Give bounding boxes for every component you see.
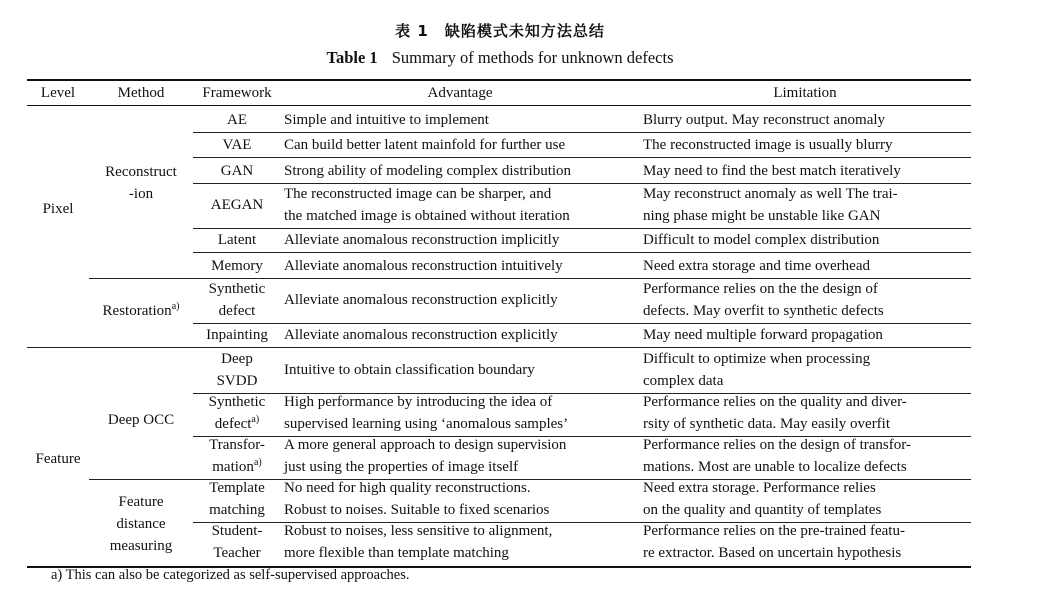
cell-text: Need extra storage. Performance relies [643, 480, 876, 496]
cell-line [193, 229, 281, 251]
cell-line [284, 413, 640, 435]
cell-line [193, 160, 281, 182]
cell-line [193, 391, 281, 413]
limitation-cell [643, 109, 971, 131]
header-limitation: Limitation [773, 85, 837, 101]
cell-line [193, 413, 281, 435]
framework-cell [193, 348, 281, 392]
table-title: Summary of methods for unknown defects [391, 48, 674, 67]
cell-text: Alleviate anomalous reconstruction intuitively [284, 258, 563, 274]
limitation-cell [643, 520, 971, 564]
header-advantage: Advantage [427, 85, 493, 101]
limitation-cell [643, 160, 971, 182]
cell-text: VAE [222, 137, 252, 153]
advantage-cell [284, 520, 640, 564]
cell-text: mations. Most are unable to localize defects [643, 459, 907, 475]
method-feature-distance-line: distance [116, 516, 166, 532]
advantage-cell [284, 109, 640, 131]
cell-line [643, 348, 971, 370]
method-deep-occ: Deep OCC [107, 412, 175, 428]
framework-cell [193, 391, 281, 435]
cell-line [284, 359, 640, 381]
framework-cell [193, 229, 281, 251]
cell-text: A more general approach to design supervision [284, 437, 567, 453]
framework-cell [193, 520, 281, 564]
cell-line [284, 160, 640, 182]
limitation-cell [643, 348, 971, 392]
cell-text: Performance relies on the the design of [643, 281, 878, 297]
cell-text: Performance relies on the design of transfor- [643, 437, 911, 453]
row-separator [193, 132, 971, 133]
cell-text: the matched image is obtained without iteration [284, 208, 570, 224]
cell-line [284, 499, 640, 521]
method-restoration [89, 300, 193, 322]
cell-text: Student- [211, 523, 263, 539]
cell-text: May reconstruct anomaly as well The trai- [643, 186, 898, 202]
advantage-cell [284, 255, 640, 277]
advantage-cell [284, 134, 640, 156]
advantage-cell [284, 229, 640, 251]
cell-text: matching [209, 502, 265, 518]
limitation-cell [643, 278, 971, 322]
cell-line [284, 109, 640, 131]
cell-line [193, 477, 281, 499]
cell-line [643, 278, 971, 300]
cell-line [284, 477, 640, 499]
table-caption-chinese: 表 1 缺陷模式未知方法总结 [395, 22, 605, 40]
cell-line [193, 542, 281, 564]
cell-text: more flexible than template matching [284, 545, 509, 561]
header-framework: Framework [202, 85, 272, 101]
method-reconstruction [89, 161, 193, 205]
limitation-cell [643, 183, 971, 227]
method-restoration-label: Restoration [102, 303, 172, 319]
cell-line [193, 434, 281, 456]
method-feature-distance [89, 491, 193, 557]
limitation-cell [643, 324, 971, 346]
cell-line [193, 324, 281, 346]
cell-text: Teacher [213, 545, 261, 561]
cell-text: Robust to noises. Suitable to fixed scenarios [284, 502, 550, 518]
cell-line [643, 205, 971, 227]
framework-cell [193, 324, 281, 346]
cell-text: Deep [221, 351, 253, 367]
cell-text: supervised learning using ‘anomalous samples’ [284, 416, 569, 432]
advantage-cell [284, 391, 640, 435]
header-rule [27, 105, 971, 106]
cell-line [193, 194, 281, 216]
cell-line [643, 391, 971, 413]
cell-text: mation [212, 459, 254, 475]
cell-text: Need extra storage and time overhead [643, 258, 870, 274]
header-level: Level [40, 85, 76, 101]
cell-line [643, 255, 971, 277]
cell-text: Latent [217, 232, 257, 248]
cell-text: AE [227, 112, 247, 128]
cell-text: May need multiple forward propagation [643, 327, 883, 343]
cell-text: Alleviate anomalous reconstruction implicitly [284, 232, 560, 248]
cell-text: Inpainting [206, 327, 268, 343]
cell-text: Synthetic [208, 281, 266, 297]
cell-text: No need for high quality reconstructions. [284, 480, 531, 496]
cell-line [284, 391, 640, 413]
level-pixel: Pixel [42, 201, 74, 217]
cell-line [643, 434, 971, 456]
cell-line [193, 300, 281, 322]
cell-line [193, 134, 281, 156]
method-feature-distance-line: measuring [109, 538, 173, 554]
header-method: Method [117, 85, 165, 101]
cell-line [193, 456, 281, 478]
cell-line [643, 542, 971, 564]
cell-line [193, 255, 281, 277]
cell-line [643, 134, 971, 156]
cell-line [284, 205, 640, 227]
cell-text: High performance by introducing the idea of [284, 394, 553, 410]
cell-text: rsity of synthetic data. May easily overfit [643, 416, 891, 432]
cell-line [193, 278, 281, 300]
advantage-cell [284, 289, 640, 311]
cell-text: Blurry output. May reconstruct anomaly [643, 112, 886, 128]
level-feature: Feature [35, 451, 81, 467]
framework-cell [193, 255, 281, 277]
cell-text: Alleviate anomalous reconstruction explicitly [284, 292, 558, 308]
cell-line [643, 109, 971, 131]
cell-text: Synthetic [208, 394, 266, 410]
cell-text: on the quality and quantity of templates [643, 502, 882, 518]
cell-line [284, 434, 640, 456]
method-reconstruction-line: -ion [128, 186, 154, 202]
cell-line [284, 229, 640, 251]
table-caption-english [0, 48, 1000, 68]
framework-cell [193, 477, 281, 521]
cell-text: Simple and intuitive to implement [284, 112, 489, 128]
cell-text: just using the properties of image itself [284, 459, 519, 475]
cell-line [643, 370, 971, 392]
cell-text: Strong ability of modeling complex distribution [284, 163, 572, 179]
cell-line [284, 324, 640, 346]
advantage-cell [284, 183, 640, 227]
cell-text: Can build better latent mainfold for further use [284, 137, 566, 153]
advantage-cell [284, 434, 640, 478]
cell-text: Alleviate anomalous reconstruction explicitly [284, 327, 558, 343]
cell-line [193, 499, 281, 521]
cell-line [284, 456, 640, 478]
cell-text: Performance relies on the quality and diver- [643, 394, 907, 410]
footnote-marker: a) [253, 457, 262, 468]
cell-text: SVDD [216, 373, 258, 389]
cell-text: Difficult to model complex distribution [643, 232, 880, 248]
cell-line [643, 229, 971, 251]
framework-cell [193, 134, 281, 156]
framework-cell [193, 194, 281, 216]
limitation-cell [643, 391, 971, 435]
cell-line [643, 324, 971, 346]
table-label: Table 1 [326, 48, 378, 67]
cell-line [193, 348, 281, 370]
cell-line [284, 289, 640, 311]
limitation-cell [643, 477, 971, 521]
advantage-cell [284, 359, 640, 381]
top-rule [27, 79, 971, 81]
footnote-marker: a) [251, 414, 260, 425]
cell-line [643, 183, 971, 205]
method-feature-distance-line: Feature [118, 494, 164, 510]
framework-cell [193, 278, 281, 322]
cell-line [284, 183, 640, 205]
cell-text: GAN [220, 163, 254, 179]
framework-cell [193, 434, 281, 478]
cell-line [193, 109, 281, 131]
cell-text: complex data [643, 373, 724, 389]
cell-line [643, 499, 971, 521]
cell-line [284, 542, 640, 564]
cell-text: The reconstructed image is usually blurry [643, 137, 893, 153]
cell-line [643, 477, 971, 499]
cell-line [643, 520, 971, 542]
cell-line [643, 160, 971, 182]
method-reconstruction-line: Reconstruct [105, 164, 177, 180]
cell-text: defects. May overfit to synthetic defects [643, 303, 884, 319]
advantage-cell [284, 160, 640, 182]
row-separator [193, 157, 971, 158]
cell-text: defect [214, 416, 252, 432]
advantage-cell [284, 324, 640, 346]
cell-text: Template [209, 480, 265, 496]
cell-line [284, 255, 640, 277]
cell-line [284, 520, 640, 542]
framework-cell [193, 160, 281, 182]
cell-text: Robust to noises, less sensitive to alignment, [284, 523, 553, 539]
cell-line [643, 456, 971, 478]
cell-text: May need to find the best match iteratively [643, 163, 901, 179]
cell-text: Performance relies on the pre-trained featu- [643, 523, 905, 539]
limitation-cell [643, 134, 971, 156]
footnote-marker: a) [171, 301, 180, 312]
cell-text: Difficult to optimize when processing [643, 351, 871, 367]
cell-text: The reconstructed image can be sharper, and [284, 186, 552, 202]
cell-text: re extractor. Based on uncertain hypothesis [643, 545, 902, 561]
cell-line [193, 520, 281, 542]
cell-text: ning phase might be unstable like GAN [643, 208, 881, 224]
cell-text: Memory [211, 258, 263, 274]
row-separator [193, 252, 971, 253]
cell-line [193, 370, 281, 392]
cell-text: Intuitive to obtain classification boundary [284, 362, 535, 378]
cell-line [643, 413, 971, 435]
limitation-cell [643, 229, 971, 251]
cell-text: AEGAN [210, 197, 264, 213]
framework-cell [193, 109, 281, 131]
cell-text: Transfor- [209, 437, 265, 453]
table-footnote: a) This can also be categorized as self-supervised approaches. [51, 567, 410, 583]
advantage-cell [284, 477, 640, 521]
limitation-cell [643, 434, 971, 478]
limitation-cell [643, 255, 971, 277]
cell-line [643, 300, 971, 322]
cell-text: defect [218, 303, 256, 319]
cell-line [284, 134, 640, 156]
